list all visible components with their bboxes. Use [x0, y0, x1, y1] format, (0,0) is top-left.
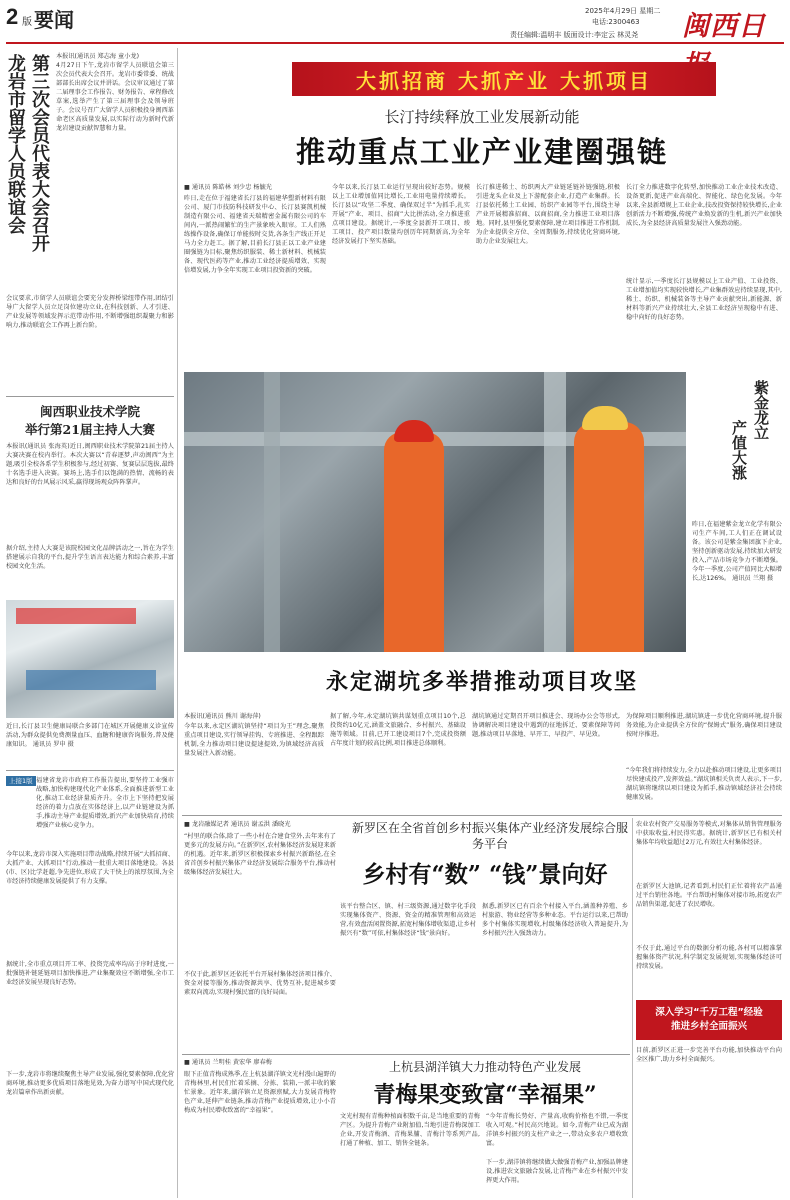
photo-vertical-title-1: 紫金龙立	[752, 380, 770, 440]
box-line: 推进乡村全面振兴	[670, 1021, 747, 1032]
news-photo-health	[6, 600, 174, 718]
lead-body: 长汀推进稀土、纺织两大产业链延链补链强链,积极引进龙头企业及上下游配套企业,打造产业集群。长汀县依托稀土工业园、纺织产业园等平台,围绕主导产业开展精准招商、以商招商,全力推进工业项目落地。同时,县里强化要素保障,建立项目推进工作机制,为企业提供全方位、全周期服务,持续优化营商环境,助力企业发展壮大。	[476, 184, 620, 245]
xinluo-body: 该平台整合区、镇、村三级资源,通过数字化手段实现集体资产、资源、资金的精准管理和高效运营,有效盘活闲置资源,拓宽村集体增收渠道,让乡村振兴有“数”可依,村集体经济“钱”景向好。	[340, 903, 476, 937]
lead-body: 长汀全力推进数字化转型,加快推动工业企业技术改造、设备更新,促进产业高端化、智能化、绿色化发展。今年以来,全县新增规上工业企业,技改投资保持较快增长,企业创新活力不断增强,传统产业焕发新的生机,新兴产业加快成长,为全县经济高质量发展注入强劲动能。	[626, 184, 782, 227]
yongding-body: 湖坑镇通过定期召开项目推进会、现场办公会等形式,协调解决项目建设中遇到的征地拆迁、要素保障等问题,推动项目早落地、早开工、早投产、早见效。	[472, 713, 620, 738]
yongding-headline: 永定湖坑多举措推动项目攻坚	[325, 669, 638, 695]
lead-body: 统计显示,一季度长汀县规模以上工业产值、工业投资、工业增加值均实现较快增长,产业集群效应持续显现,其中,稀土、纺织、机械装备等主导产业贡献突出,新能源、新材料等新兴产业持续壮大,全县工业经济呈现稳中有进、稳中向好的良好态势。	[626, 278, 782, 321]
column-divider	[632, 818, 633, 1198]
lead-body: 昨日,走在位于福建省长汀县的福建华塑新材料有限公司、厦门市技防科技研发中心、长汀县赛凯机械制造有限公司、福建省天瑞精密金属有限公司的车间内,一派热闹繁忙的生产景象映入眼帘。工人们熟练操作设备,确保订单能按时交货,各条生产线正开足马力全力赶工。据了解,目前长汀县正以工业产业建圈强链为目标,聚焦纺织服装、稀土新材料、机械装备、现代医药等产业,推动工业经济提质增效、实现倍增发展,力争全年实现工业项目投资新的突破。	[184, 195, 326, 274]
divider	[6, 770, 174, 771]
hardhat	[582, 406, 628, 430]
story-body: 据介绍,主持人大赛是该院校园文化品牌活动之一,旨在为学生搭建展示自我的平台,提升学生语言表达能力和综合素养,丰富校园文化生活。	[6, 545, 174, 570]
qingmei-body: “今年青梅长势好、产量高,收购价格也不错,一季度收入可观。”村民高兴地说。如今,青梅产业已成为湖洋镇乡村振兴的支柱产业之一,带动众多农户增收致富。	[486, 1113, 628, 1147]
campaign-banner-text: 大抓招商 大抓产业 大抓项目	[356, 68, 652, 93]
lead-kicker: 长汀持续释放工业发展新动能	[384, 108, 580, 126]
side-body: 目前,新罗区正进一步完善平台功能,加快推动平台向全区推广,助力乡村全面振兴。	[636, 1047, 782, 1063]
worker-left	[384, 432, 444, 652]
divider	[182, 815, 782, 816]
photo-caption: 近日,长汀县卫生健康局联合多部门在城区开展健康义诊宣传活动,为群众提供免费测量血压、血糖和健康咨询服务,普及健康知识。 通讯员 罗申 摄	[6, 723, 174, 748]
page-number: 2	[6, 4, 19, 29]
xinluo-headline: 乡村有“数” “钱”景向好	[362, 861, 608, 888]
headline: 举行第21届主持人大赛	[25, 422, 155, 437]
xinluo-byline: ■ 龙岩融媒记者 通讯员 谢孟洪 潘晓光	[184, 821, 291, 828]
story-body: 福建省龙岩市政府工作报告提出,要坚持工业强市战略,加快构建现代化产业体系,全面推进新型工业化,推动工业经济量质齐升。全市上下坚持把发展经济的着力点放在实体经济上,以产业链建设为抓手,推动主导产业提质增效,新兴产业加快培育,持续增强产业核心竞争力。	[36, 777, 174, 829]
xinluo-body: 不仅于此,新罗区还依托平台开展村集体经济项目推介、资金对接等服务,推动资源共享、优势互补,促进城乡要素双向流动,实现村强民富的良好局面。	[184, 971, 336, 996]
story-body: 4月27日下午,龙岩市留学人员联谊会第三次会员代表大会召开。龙岩市委常委、统战部部长出席会议并讲话。会议审议通过了第二届理事会工作报告、财务报告、章程修改草案,选举产生了第三届理事会及领导班子。会议号召广大留学人员积极投身闽西革命老区高质量发展,以实际行动为新时代新龙岩建设贡献智慧和力量。	[56, 62, 174, 132]
story-body: 会议要求,市留学人员联谊会要充分发挥桥梁纽带作用,团结引导广大留学人员立足岗位建功立业,在科技创新、人才引进、产业发展等领域发挥示范带动作用,不断增强组织凝聚力和影响力,推动联谊会工作再上新台阶。	[6, 295, 174, 329]
side-body: 在新罗区大池镇,记者看到,村民们正忙着将农产品通过平台销往各地。平台帮助村集体对接市场,拓宽农产品销售渠道,促进了农民增收。	[636, 883, 782, 908]
vertical-headline-part1: 龙岩市留学人员联谊会	[5, 54, 26, 234]
campaign-banner	[292, 62, 716, 96]
vertical-headline-part2: 第三次会员代表大会召开	[29, 54, 50, 252]
qingmei-byline: ■ 通讯员 兰明桂 黄宏华 廖春梅	[184, 1059, 272, 1066]
lead-headline: 推动重点工业产业建圈强链	[295, 135, 668, 169]
divider	[182, 1054, 630, 1055]
qingmei-body: 下一步,湖洋镇将继续做大做强青梅产业,加强品牌建设,推进农文旅融合发展,让青梅产业在乡村振兴中发挥更大作用。	[486, 1159, 628, 1184]
divider	[6, 396, 174, 397]
yongding-byline: 本报讯(通讯员 熊川 谢海萍)	[184, 713, 261, 720]
story-byline: 本报讯(通讯员 郑志海 童小龙)	[56, 53, 140, 60]
left-column	[6, 48, 174, 1198]
box-line: 深入学习“千万工程”经验	[655, 1007, 763, 1018]
story-body: 今年以来,龙岩市深入实施项目带动战略,持续开展“大抓招商、大抓产业、大抓项目”行动,推动一批重大项目落地建设。各县(市、区)比学赶超,争先进位,形成了大干快上的浓厚氛围,为全市经济持续健康发展提供了有力支撑。	[6, 851, 174, 885]
factory-photo	[184, 372, 686, 652]
worker-right	[574, 422, 644, 652]
qingmei-body: 文光村现有青梅种植面积数千亩,是当地重要的青梅产区。为提升青梅产业附加值,当地引进青梅深加工企业,开发青梅酒、青梅果脯、青梅汁等系列产品,打通了种植、加工、销售全链条。	[340, 1113, 480, 1147]
pipe-shape	[544, 372, 566, 652]
photo-caption: 昨日,在福建紫金龙立化学有限公司生产车间,工人们正在调试设备。该公司是紫金集团旗下企业,坚持创新驱动发展,持续加大研发投入,产品市场竞争力不断增强。今年一季度,公司产值同比大幅增长,达126%。 通讯员 兰翔 摄	[692, 521, 782, 582]
column-divider	[177, 48, 178, 1198]
qingmei-kicker: 上杭县湖洋镇大力推动特色产业发展	[388, 1060, 581, 1074]
yongding-body: “今年我们将持续发力,全力以赴推动项目建设,让更多项目尽快建成投产,发挥效益。”湖坑镇相关负责人表示,下一步,湖坑镇将继续以项目建设为抓手,推动镇域经济社会持续健康发展。	[626, 767, 782, 801]
rural-revitalization-box	[636, 1000, 782, 1040]
story-body: 下一步,龙岩市将继续聚焦主导产业发展,强化要素保障,优化营商环境,推动更多优质项目落地见效,为奋力谱写中国式现代化龙岩篇章作出新贡献。	[6, 1071, 174, 1096]
hardhat	[394, 420, 434, 442]
xinluo-kicker: 新罗区在全省首创乡村振兴集体产业经济发展综合服务平台	[351, 821, 628, 851]
photo-vertical-title-2: 产值大涨	[730, 420, 748, 480]
yongding-body: 为保障项目顺利推进,湖坑镇进一步优化营商环境,提升服务效能,为企业提供全方位的“保姆式”服务,确保项目建设按时序推进。	[626, 713, 782, 738]
page-header	[0, 0, 790, 48]
editors: 责任编辑:温明丰 版面设计:李定云 林灵尧	[510, 31, 639, 39]
story-body: 据统计,全市重点项目开工率、投资完成率均高于序时进度,一批强链补链延链项目加快推进,产业集聚效应不断增强,全市工业经济发展呈现良好态势。	[6, 961, 174, 986]
xinluo-body: “村里的联合体,除了一些小村在合建食堂外,去年来有了更多元的发展方向。”在新罗区,农村集体经济发展迎来新的机遇。近年来,新罗区积极探索乡村振兴新路径,在全省首创乡村振兴集体产业经济发展综合服务平台,推动村级集体经济发展壮大。	[184, 833, 336, 876]
banner-shape	[16, 608, 136, 624]
lead-byline: ■ 通讯员 陈皓林 刘少忠 杨毓光	[184, 184, 272, 191]
qingmei-headline: 青梅果变致富“幸福果”	[373, 1082, 597, 1108]
lead-body: 今年以来,长汀县工业运行呈现出较好态势。规模以上工业增加值同比增长,工业用电量持续增长。长汀县以“攻坚二季度、确保双过半”为抓手,扎实开展“产业、项目、招商”大比拼活动,全力推进重点项目建设。据统计,一季度全县新开工项目、竣工项目、投产项目数量均创历年同期新高,为全年经济发展打下坚实基础。	[332, 184, 470, 245]
story-body: 本报讯(通讯员 张海英)近日,闽西职业技术学院第21届主持人大赛决赛在校内举行。本次大赛以“青春逐梦,声动闽西”为主题,吸引全校各系学生积极参与,经过初赛、复赛层层选拔,最终十名选手进入决赛。赛场上,选手们以饱满的热情、流畅的表达和良好的台风展示风采,赢得现场观众阵阵掌声。	[6, 443, 174, 486]
yongding-body: 据了解,今年,永定湖坑镇共谋划重点项目10个,总投资约10亿元,涵盖文旅融合、乡村振兴、基础设施等领域。目前,已开工建设项目7个,完成投资额占年度计划的较高比例,项目推进总体顺利。	[330, 713, 466, 747]
continued-tag: 上接1版	[6, 776, 36, 786]
table-shape	[26, 670, 156, 690]
page-unit: 版	[22, 17, 32, 28]
yongding-body: 今年以来,永定区湖坑镇坚持“项目为王”理念,聚焦重点项目建设,实行领导挂钩、专班推进、全程跟踪机制,全力推动项目建设提速提效,为镇域经济高质量发展注入新动能。	[184, 723, 324, 757]
xinluo-body: 据悉,新罗区已有百余个村接入平台,涵盖种养殖、乡村旅游、物业经营等多种业态。平台运行以来,已帮助多个村集体实现增收,村级集体经济收入普遍提升,为乡村振兴注入强劲动力。	[482, 903, 628, 937]
section-name: 要闻	[34, 8, 74, 32]
headline: 闽西职业技术学院	[39, 404, 140, 419]
newspaper-logo: 闽西日	[682, 11, 766, 42]
qingmei-body: 眼下正值青梅成熟季,在上杭县湖洋镇文光村漫山遍野的青梅林里,村民们忙着采摘、分拣、装箱,一派丰收的繁忙景象。近年来,湖洋镇立足资源禀赋,大力发展青梅特色产业,延伸产业链条,推动青梅产业提质增效,让小小青梅成为村民增收致富的“幸福果”。	[184, 1071, 336, 1114]
phone: 电话:2300463	[592, 18, 640, 26]
side-body: 农业农村资产交易服务等模式,对集体从销售管理服务中获取收益,村民得实惠。据统计,新罗区已有相关村集体年均收益超过2万元,有效壮大村集体经济。	[636, 821, 782, 846]
pipe-shape	[264, 372, 280, 652]
issue-date: 2025年4月29日 星期二	[585, 7, 661, 15]
header-rule	[6, 42, 784, 44]
side-body: 不仅于此,通过平台的数据分析功能,各村可以精准掌握集体资产状况,科学制定发展规划,实现集体经济可持续发展。	[636, 945, 782, 970]
